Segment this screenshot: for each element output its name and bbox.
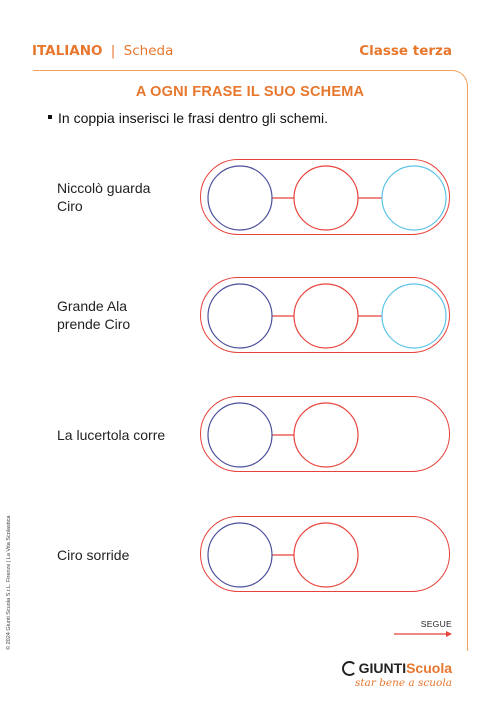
scheme-capsule <box>200 396 450 472</box>
subject-label: ITALIANO <box>32 43 103 59</box>
subject-circle <box>208 284 272 348</box>
sentence-line: La lucertola corre <box>57 427 166 443</box>
page-title: A OGNI FRASE IL SUO SCHEMA <box>135 84 365 100</box>
subject-circle <box>208 403 272 467</box>
sentence <box>57 546 197 564</box>
document-type-label: Scheda <box>123 43 174 59</box>
sentence <box>57 297 197 333</box>
class-label: Classe terza <box>359 43 452 59</box>
page-header <box>32 43 452 63</box>
object-circle <box>382 166 446 230</box>
header-left <box>32 43 173 59</box>
scheme-capsule <box>200 516 450 592</box>
verb-circle <box>294 284 358 348</box>
sentence <box>57 179 197 215</box>
brand-tagline: star bene a scuola <box>354 677 452 689</box>
logo-wordmark <box>342 660 452 677</box>
brand-name-b: Scuola <box>406 660 452 676</box>
verb-circle <box>294 523 358 587</box>
giunti-logo-icon <box>342 661 357 676</box>
sentence <box>57 426 197 444</box>
bullet-icon <box>48 115 52 119</box>
segue-label[interactable]: SEGUE <box>420 619 452 629</box>
verb-circle <box>294 166 358 230</box>
arrow-right-icon <box>394 630 452 638</box>
sentence-line: Ciro sorride <box>57 547 130 563</box>
publisher-logo <box>302 660 452 694</box>
sentence-line: Ciro <box>57 198 83 214</box>
instruction-text: In coppia inserisci le frasi dentro gli schemi. <box>58 110 329 126</box>
verb-circle <box>294 403 358 467</box>
subject-circle <box>208 166 272 230</box>
subject-circle <box>208 523 272 587</box>
copyright-note: © 2024 Giunti Scuola S.r.L. Firenze | La Vita Scolastica <box>6 515 12 650</box>
object-circle <box>382 284 446 348</box>
scheme-capsule <box>200 277 450 353</box>
exercise-row-3 <box>0 396 500 476</box>
exercise-row-4 <box>0 516 500 596</box>
exercise-row-1 <box>0 159 500 239</box>
exercise-row-2 <box>0 277 500 357</box>
sentence-line: Niccolò guarda <box>57 180 151 196</box>
sentence-line: Grande Ala <box>57 298 128 314</box>
instruction <box>48 110 328 126</box>
brand-name-a: GIUNTI <box>358 660 407 676</box>
header-separator: | <box>110 43 116 59</box>
scheme-capsule <box>200 159 450 235</box>
sentence-line: prende Ciro <box>57 316 131 332</box>
